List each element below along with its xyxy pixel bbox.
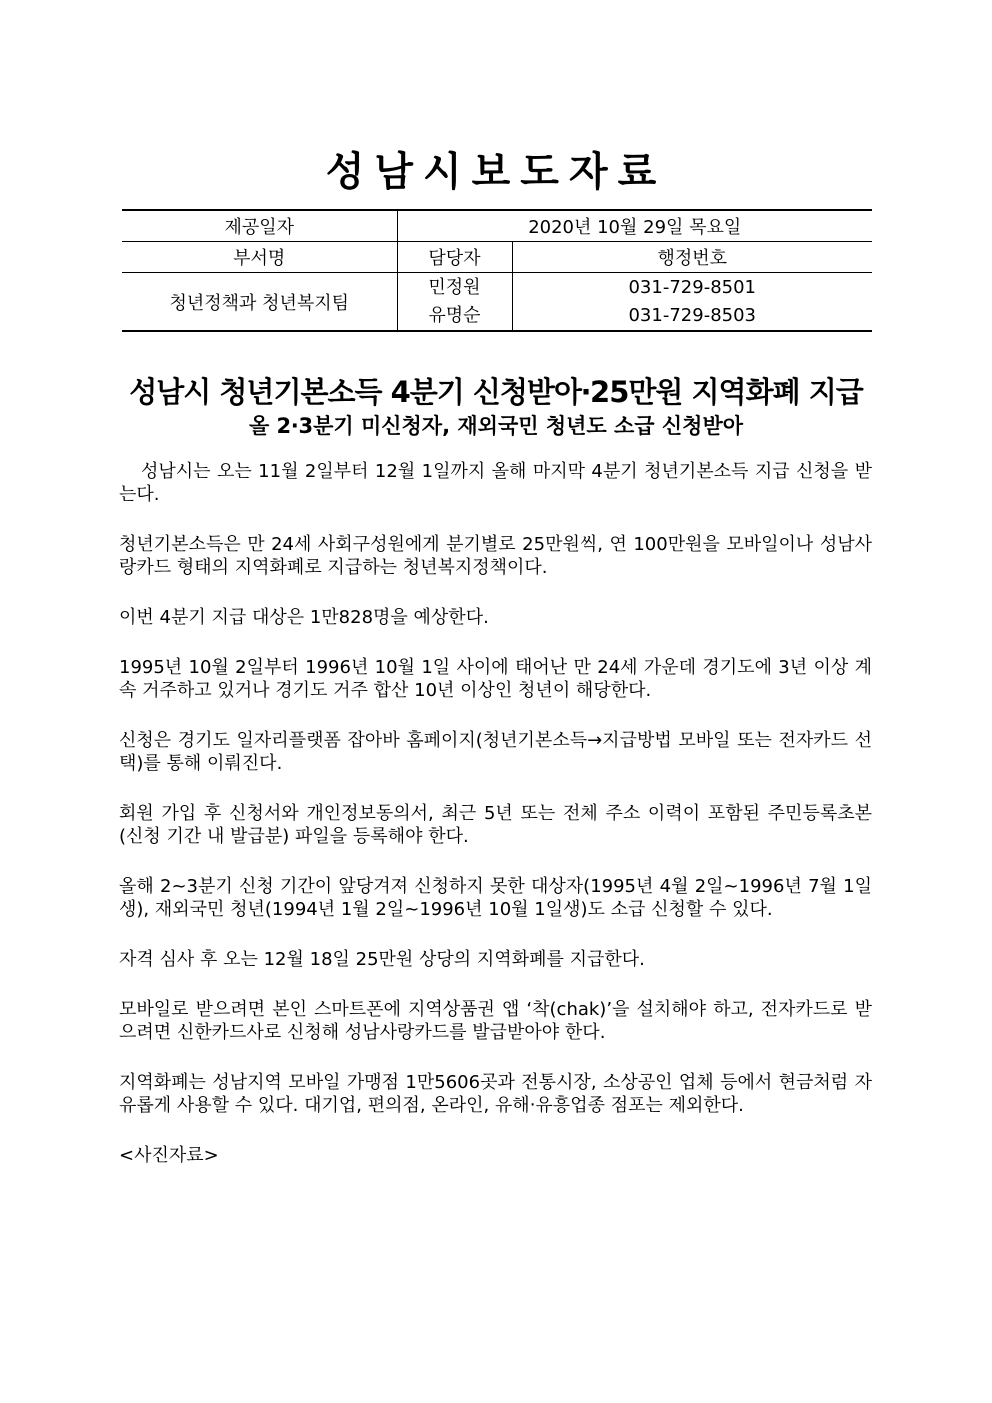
document-title: 성남시보도자료 xyxy=(325,149,667,195)
photo-reference-label: <사진자료> xyxy=(119,1145,219,1166)
body-paragraph: 올해 2~3분기 신청 기간이 앞당겨져 신청하지 못한 대상자(1995년 4월 2일~1996년 7월 1일생), 재외국민 청년(1994년 1월 2일~1996년 10월 1일생)도 소급 신청할 수 있다. xyxy=(119,876,872,920)
body-paragraph: 신청은 경기도 일자리플랫폼 잡아바 홈페이지(청년기본소득→지급방법 모바일 또는 전자카드 선택)를 통해 이뤄진다. xyxy=(119,730,872,774)
contact-name: 유명순 xyxy=(428,304,481,326)
body-paragraph: 지역화폐는 성남지역 모바일 가맹점 1만5606곳과 전통시장, 소상공인 업체 등에서 현금처럼 자유롭게 사용할 수 있다. 대기업, 편의점, 온라인, 유해‧유흥업종 점포는 제외한다. xyxy=(119,1072,872,1116)
body-paragraph: 성남시는 오는 11월 2일부터 12월 1일까지 올해 마지막 4분기 청년기본소득 지급 신청을 받는다. xyxy=(119,461,872,505)
info-row-date xyxy=(122,210,872,242)
body-paragraph: 1995년 10월 2일부터 1996년 10월 1일 사이에 태어난 만 24세 가운데 경기도에 3년 이상 계속 거주하고 있거나 경기도 거주 합산 10년 이상인 청년이 해당한다. xyxy=(119,657,872,701)
contact-names xyxy=(397,273,512,332)
contact-label: 담당자 xyxy=(397,242,512,273)
contact-phones xyxy=(512,273,872,332)
info-row-headers xyxy=(122,242,872,273)
contact-name: 민정원 xyxy=(428,276,481,298)
phone-label: 행정번호 xyxy=(512,242,872,273)
date-value: 2020년 10월 29일 목요일 xyxy=(397,210,872,242)
date-label: 제공일자 xyxy=(122,210,397,242)
contact-phone: 031-729-8501 xyxy=(628,276,756,298)
article-body xyxy=(119,460,872,1194)
dept-label: 부서명 xyxy=(122,242,397,273)
article-subheadline: 올 2‧3분기 미신청자, 재외국민 청년도 소급 신청받아 xyxy=(248,414,744,438)
article-headline: 성남시 청년기본소득 4분기 신청받아‧25만원 지역화폐 지급 xyxy=(129,375,863,409)
body-paragraph: 모바일로 받으려면 본인 스마트폰에 지역상품권 앱 ‘착(chak)’을 설치해야 하고, 전자카드로 받으려면 신한카드사로 신청해 성남사랑카드를 발급받아야 한다. xyxy=(119,999,872,1043)
body-paragraph: 자격 심사 후 오는 12월 18일 25만원 상당의 지역화폐를 지급한다. xyxy=(119,949,645,970)
info-table xyxy=(122,209,872,332)
info-row-values xyxy=(122,273,872,332)
body-paragraph: 이번 4분기 지급 대상은 1만828명을 예상한다. xyxy=(119,607,489,628)
body-paragraph: 청년기본소득은 만 24세 사회구성원에게 분기별로 25만원씩, 연 100만원을 모바일이나 성남사랑카드 형태의 지역화폐로 지급하는 청년복지정책이다. xyxy=(119,534,872,578)
contact-phone: 031-729-8503 xyxy=(628,304,756,326)
dept-value: 청년정책과 청년복지팀 xyxy=(122,273,397,332)
body-paragraph: 회원 가입 후 신청서와 개인정보동의서, 최근 5년 또는 전체 주소 이력이 포함된 주민등록초본(신청 기간 내 발급분) 파일을 등록해야 한다. xyxy=(119,803,872,847)
